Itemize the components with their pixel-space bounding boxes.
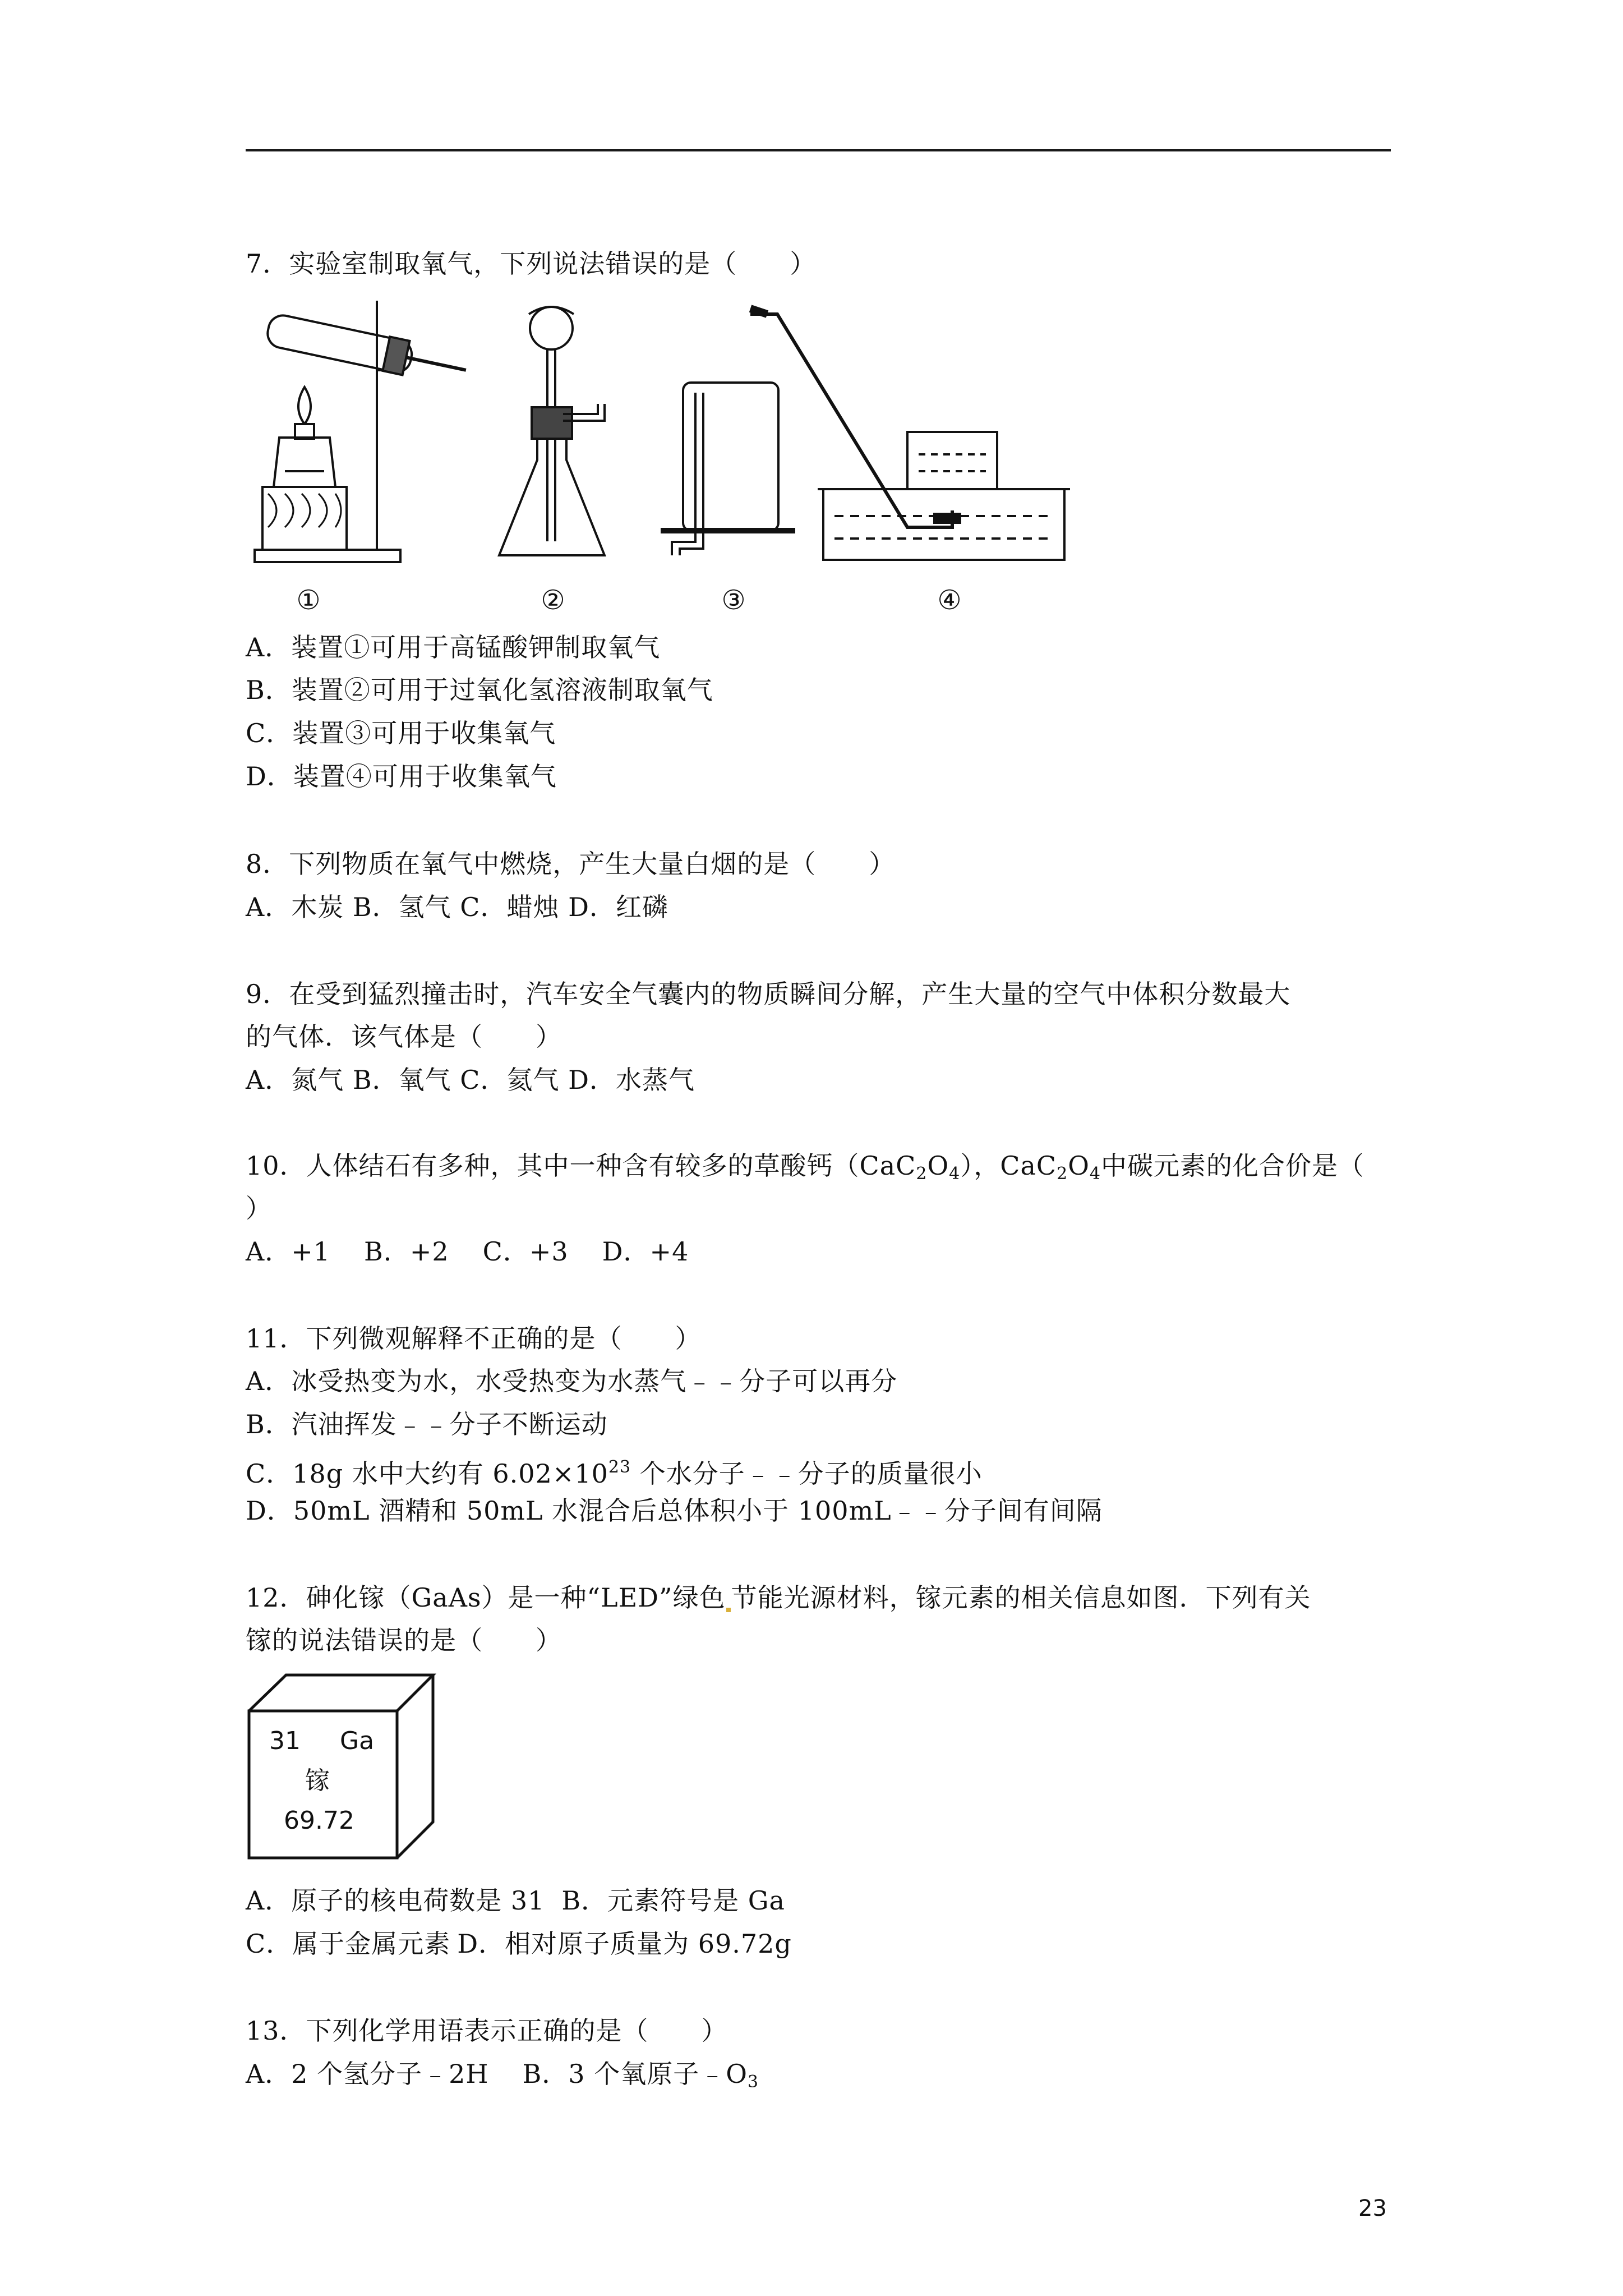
label-1: ① [296, 585, 321, 616]
highlight-mark [726, 1608, 731, 1612]
gas-bottle [683, 383, 778, 531]
q12-stem: 12．砷化镓（GaAs）是一种“LED”绿色 节能光源材料，镓元素的相关信息如图．下列有关 [246, 1582, 1311, 1613]
atomic-mass: 69.72 [284, 1806, 354, 1835]
q13-options: A．2 个氢分子﹣2H B．3 个氧原子$﹣O_3$ [246, 2059, 759, 2092]
q10-stem: 10．人体结石有多种，其中一种含有较多的草酸钙$(CaC_2O_4)$，$CaC_2O_4$中碳元素的化合价是（ [246, 1151, 1364, 1184]
q10-options: A．+1 B．+2 C．+3 D．+4 [246, 1236, 689, 1267]
funnel-bulb [530, 307, 573, 349]
stand-base [255, 550, 400, 562]
q13-stem: 13．下列化学用语表示正确的是（ ） [246, 2016, 728, 2046]
atomic-number: 31 [269, 1727, 301, 1755]
q9-stem-line1: 9．在受到猛烈撞击时，汽车安全气囊内的物质瞬间分解，产生大量的空气中体积分数最大 [246, 979, 1291, 1009]
q8-stem: 8．下列物质在氧气中燃烧，产生大量白烟的是（ ） [246, 849, 896, 879]
q12-stem-line2: 镓的说法错误的是（ ） [246, 1625, 562, 1655]
label-4: ④ [937, 585, 962, 616]
alcohol-lamp [274, 438, 335, 487]
q8-options: A．木炭 B．氢气 C．蜡烛 D．红磷 [246, 892, 668, 922]
label-2: ② [541, 585, 565, 616]
label-3: ③ [721, 585, 746, 616]
q11-option-a: A．冰受热变为水，水受热变为水蒸气﹣﹣分子可以再分 [246, 1366, 898, 1396]
element-name: 镓 [305, 1766, 330, 1795]
q9-options: A．氮气 B．氧气 C．氦气 D．水蒸气 [246, 1065, 695, 1095]
q7-option-d: D．装置④可用于收集氧气 [246, 761, 557, 792]
q7-option-a: A．装置①可用于高锰酸钾制取氧气 [246, 632, 661, 662]
q12-options-ab: A．原子的核电荷数是 31 B．元素符号是 Ga [246, 1885, 785, 1916]
q7-apparatus-figure [246, 292, 1076, 617]
water-trough [823, 489, 1064, 560]
q10-stem-line2: ） [246, 1193, 272, 1223]
q7-stem: 7．实验室制取氧气，下列说法错误的是（ ） [246, 249, 817, 279]
header-rule [246, 149, 1391, 151]
page-number: 23 [1358, 2196, 1387, 2221]
q9-stem-line2: 的气体．该气体是（ ） [246, 1022, 562, 1052]
gallium-element-card [246, 1672, 436, 1860]
q12-options-cd: C．属于金属元素 D．相对原子质量为 69.72g [246, 1929, 792, 1959]
q11-stem: 11．下列微观解释不正确的是（ ） [246, 1323, 702, 1354]
element-symbol: Ga [340, 1727, 375, 1755]
q11-option-b: B．汽油挥发﹣﹣分子不断运动 [246, 1409, 608, 1439]
q11-option-d: D．50mL 酒精和 50mL 水混合后总体积小于 100mL﹣﹣分子间有间隔 [246, 1496, 1103, 1526]
apparatus-drawing [246, 292, 1076, 617]
q7-option-c: C．装置③可用于收集氧气 [246, 718, 556, 748]
q7-option-b: B．装置②可用于过氧化氢溶液制取氧气 [246, 675, 713, 705]
q11-option-c: C．18g 水中大约有 $6.02\times 10^{23}$ 个水分子﹣﹣分子的质量很小 [246, 1457, 983, 1489]
